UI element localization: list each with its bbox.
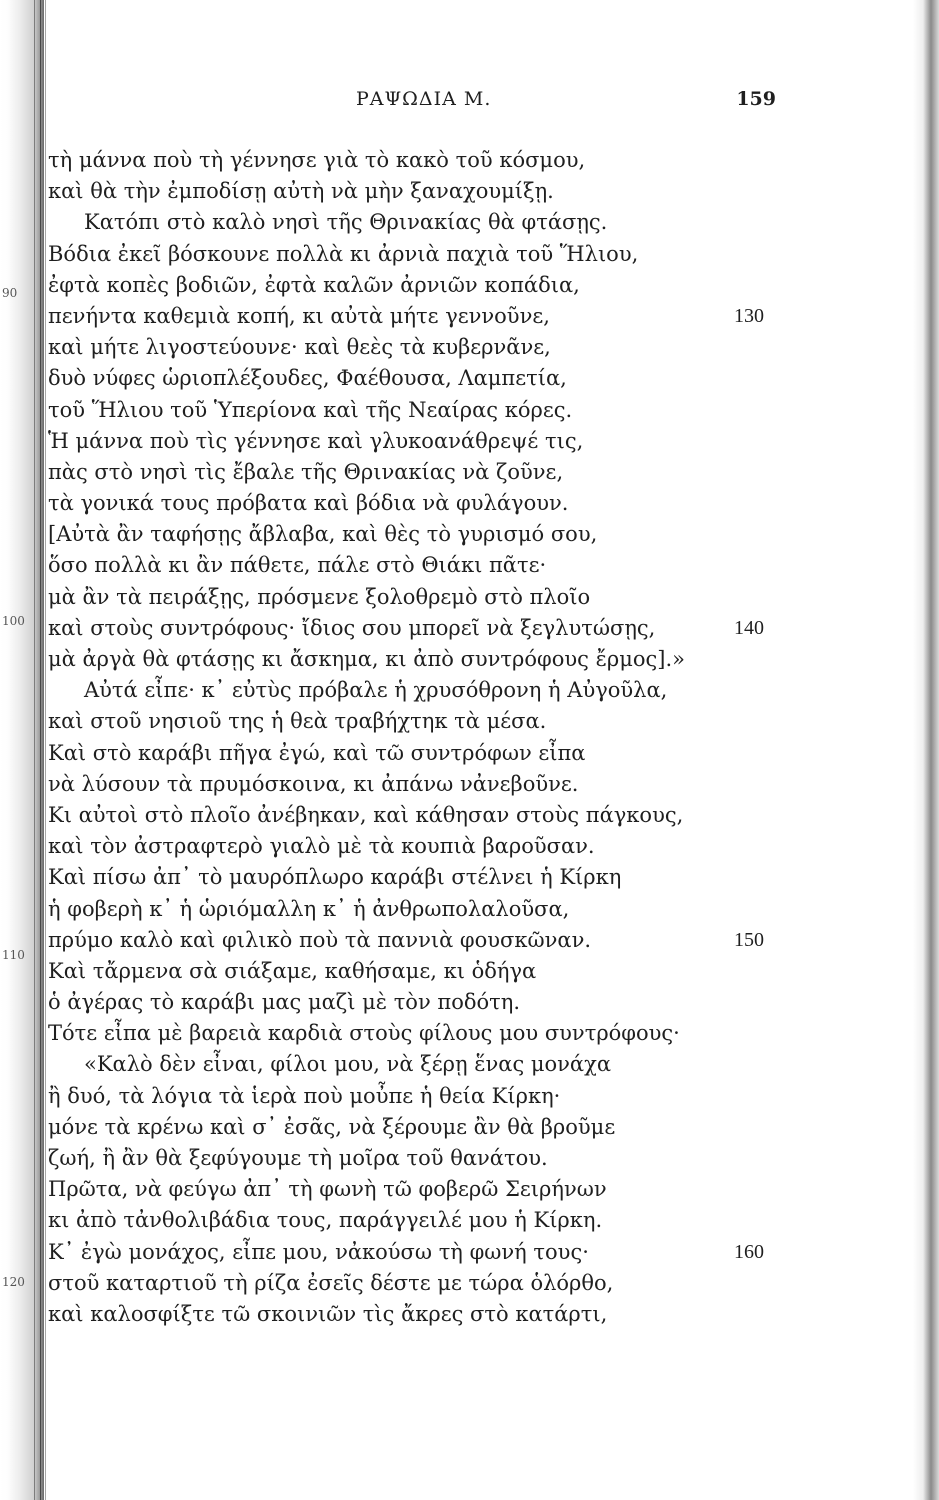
verse-line [48, 550, 828, 581]
verse-text: Πρῶτα, νὰ φεύγω ἀπ᾽ τὴ φωνὴ τῶ φοβερῶ Σειρήνων [48, 1177, 607, 1202]
verse-text: ἢ δυό, τὰ λόγια τὰ ἱερὰ ποὺ μοὖπε ἡ θεία Κίρκη· [48, 1083, 561, 1108]
verse-text: καὶ θὰ τὴν ἐμποδίσῃ αὐτὴ νὰ μὴν ξαναχουμίξῃ. [48, 179, 554, 204]
verse-line [48, 1299, 828, 1330]
verse-line [48, 644, 828, 675]
verse-line [48, 1049, 828, 1080]
verse-text: στοῦ καταρτιοῦ τὴ ρίζα ἐσεῖς δέστε με τώρα ὁλόρθο, [48, 1270, 614, 1295]
verse-line [48, 800, 828, 831]
verse-text: Κατόπι στὸ καλὸ νησὶ τῆς Θρινακίας θὰ φτάσῃς. [84, 210, 608, 235]
verse-text: τὴ μάννα ποὺ τὴ γέννησε γιὰ τὸ κακὸ τοῦ κόσμου, [48, 148, 586, 172]
verse-line [48, 363, 828, 394]
verse-line [48, 395, 828, 426]
verse-text: τοῦ Ἥλιου τοῦ Ὑπερίονα καὶ τῆς Νεαίρας κόρες. [48, 397, 573, 422]
verse-line [48, 1081, 828, 1112]
verse-text: Καὶ πίσω ἀπ᾽ τὸ μαυρόπλωρο καράβι στέλνει ἡ Κίρκη [48, 865, 622, 890]
verse-text: δυὸ νύφες ὡριοπλέξουδες, Φαέθουσα, Λαμπετία, [48, 366, 567, 391]
verse-line [48, 301, 828, 332]
verse-line [48, 1237, 828, 1268]
running-head: ΡΑΨΩΔΙΑ Μ. [356, 88, 492, 110]
verse-text: [Αὐτὰ ἂν ταφήσῃς ἄβλαβα, καὶ θὲς τὸ γυρισμό σου, [48, 522, 598, 547]
line-number: 160 [734, 1240, 764, 1263]
verse-block [48, 145, 828, 1330]
verse-text: «Καλὸ δὲν εἶναι, φίλοι μου, νὰ ξέρῃ ἕνας μονάχα [84, 1052, 612, 1077]
verse-text: καὶ μήτε λιγοστεύουνε· καὶ θεὲς τὰ κυβερνᾶνε, [48, 335, 551, 360]
verse-line [48, 675, 828, 706]
verse-line [48, 207, 828, 238]
margin-mark: 100 [2, 614, 25, 628]
verse-line [48, 488, 828, 519]
page-header [48, 88, 848, 114]
verse-text: καὶ τὸν ἀστραφτερὸ γιαλὸ μὲ τὰ κουπιὰ βαροῦσαν. [48, 834, 595, 859]
verse-line [48, 956, 828, 987]
verse-line [48, 1018, 828, 1049]
verse-line [48, 176, 828, 207]
verse-line [48, 145, 828, 176]
margin-mark: 90 [2, 286, 18, 300]
verse-line [48, 270, 828, 301]
verse-line [48, 613, 828, 644]
verse-text: μὰ ἀργὰ θὰ φτάσῃς κι ἄσκημα, κι ἀπὸ συντρόφους ἔρμος].» [48, 647, 685, 671]
verse-line [48, 1205, 828, 1236]
verse-text: ζωή, ἢ ἂν θὰ ξεφύγουμε τὴ μοῖρα τοῦ θανάτου. [48, 1146, 548, 1170]
verse-text: καὶ στοῦ νησιοῦ της ἡ θεὰ τραβήχτηκ τὰ μέσα. [48, 709, 547, 734]
gutter-shadow-line [40, 0, 41, 1500]
margin-mark: 120 [2, 1275, 25, 1289]
gutter-shadow-line [34, 0, 35, 1500]
verse-text: κι ἀπὸ τἀνθολιβάδια τους, παράγγειλέ μου ἡ Κίρκη. [48, 1208, 603, 1233]
verse-text: μὰ ἂν τὰ πειράξῃς, πρόσμενε ξολοθρεμὸ στὸ πλοῖο [48, 584, 591, 609]
verse-line [48, 519, 828, 550]
verse-line [48, 831, 828, 862]
verse-line [48, 738, 828, 769]
verse-text: νὰ λύσουν τὰ πρυμόσκοινα, κι ἀπάνω νἀνεβοῦνε. [48, 771, 579, 796]
verse-line [48, 987, 828, 1018]
margin-mark: 110 [2, 948, 25, 962]
verse-line [48, 426, 828, 457]
verse-line [48, 239, 828, 270]
verse-line [48, 1143, 828, 1174]
line-number: 140 [734, 616, 764, 639]
verse-text: ἡ φοβερὴ κ᾽ ἡ ὡριόμαλλη κ᾽ ἡ ἀνθρωπολαλοῦσα, [48, 896, 570, 921]
verse-text: ὅσο πολλὰ κι ἂν πάθετε, πάλε στὸ Θιάκι πᾶτε· [48, 553, 547, 578]
verse-text: Κ᾽ ἐγὼ μονάχος, εἶπε μου, νἀκούσω τὴ φωνή τους· [48, 1239, 589, 1264]
verse-text: πὰς στὸ νησὶ τὶς ἔβαλε τῆς Θρινακίας νὰ ζοῦνε, [48, 459, 564, 484]
verse-text: Τότε εἶπα μὲ βαρειὰ καρδιὰ στοὺς φίλους μου συντρόφους· [48, 1021, 680, 1046]
line-number: 150 [734, 928, 764, 951]
verse-text: Καὶ στὸ καράβι πῆγα ἐγώ, καὶ τῶ συντρόφων εἶπα [48, 740, 586, 765]
verse-line [48, 862, 828, 893]
verse-line [48, 925, 828, 956]
verse-text: μόνε τὰ κρένω καὶ σ᾽ ἐσᾶς, νὰ ξέρουμε ἂν θὰ βροῦμε [48, 1114, 616, 1139]
verse-text: Ἡ μάννα ποὺ τὶς γέννησε καὶ γλυκοανάθρεψέ τις, [48, 428, 584, 453]
verse-text: Κι αὐτοὶ στὸ πλοῖο ἀνέβηκαν, καὶ κάθησαν στοὺς πάγκους, [48, 802, 684, 827]
verse-text: Αὐτά εἶπε· κ᾽ εὐτὺς πρόβαλε ἡ χρυσόθρονη ἡ Αὐγοῦλα, [84, 678, 668, 703]
verse-line [48, 332, 828, 363]
page-edge-right [913, 0, 939, 1500]
verse-line [48, 706, 828, 737]
verse-text: ἐφτὰ κοπὲς βοδιῶν, ἐφτὰ καλῶν ἀρνιῶν κοπάδια, [48, 272, 580, 297]
verse-text: ὁ ἀγέρας τὸ καράβι μας μαζὶ μὲ τὸν ποδότη. [48, 990, 520, 1015]
line-number: 130 [734, 304, 764, 327]
verse-line [48, 1174, 828, 1205]
verse-text: πρύμο καλὸ καὶ φιλικὸ ποὺ τὰ παννιὰ φουσκῶναν. [48, 927, 592, 952]
verse-line [48, 582, 828, 613]
verse-text: Βόδια ἐκεῖ βόσκουνε πολλὰ κι ἀρνιὰ παχιὰ τοῦ Ἥλιου, [48, 241, 639, 266]
verse-line [48, 1268, 828, 1299]
verse-text: πενήντα καθεμιὰ κοπή, κι αὐτὰ μήτε γεννοῦνε, [48, 303, 550, 328]
verse-line [48, 894, 828, 925]
verse-line [48, 457, 828, 488]
verse-line [48, 769, 828, 800]
verse-text: τὰ γονικά τους πρόβατα καὶ βόδια νὰ φυλάγουν. [48, 491, 569, 516]
page-number: 159 [736, 88, 776, 110]
gutter-shadow-line [45, 0, 46, 1500]
verse-text: καὶ στοὺς συντρόφους· ἴδιος σου μπορεῖ νὰ ξεγλυτώσῃς, [48, 615, 656, 640]
verse-text: καὶ καλοσφίξτε τῶ σκοινιῶν τὶς ἄκρες στὸ κατάρτι, [48, 1301, 608, 1326]
verse-text: Καὶ τἄρμενα σὰ σιάξαμε, καθήσαμε, κι ὁδήγα [48, 958, 537, 983]
verse-line [48, 1112, 828, 1143]
